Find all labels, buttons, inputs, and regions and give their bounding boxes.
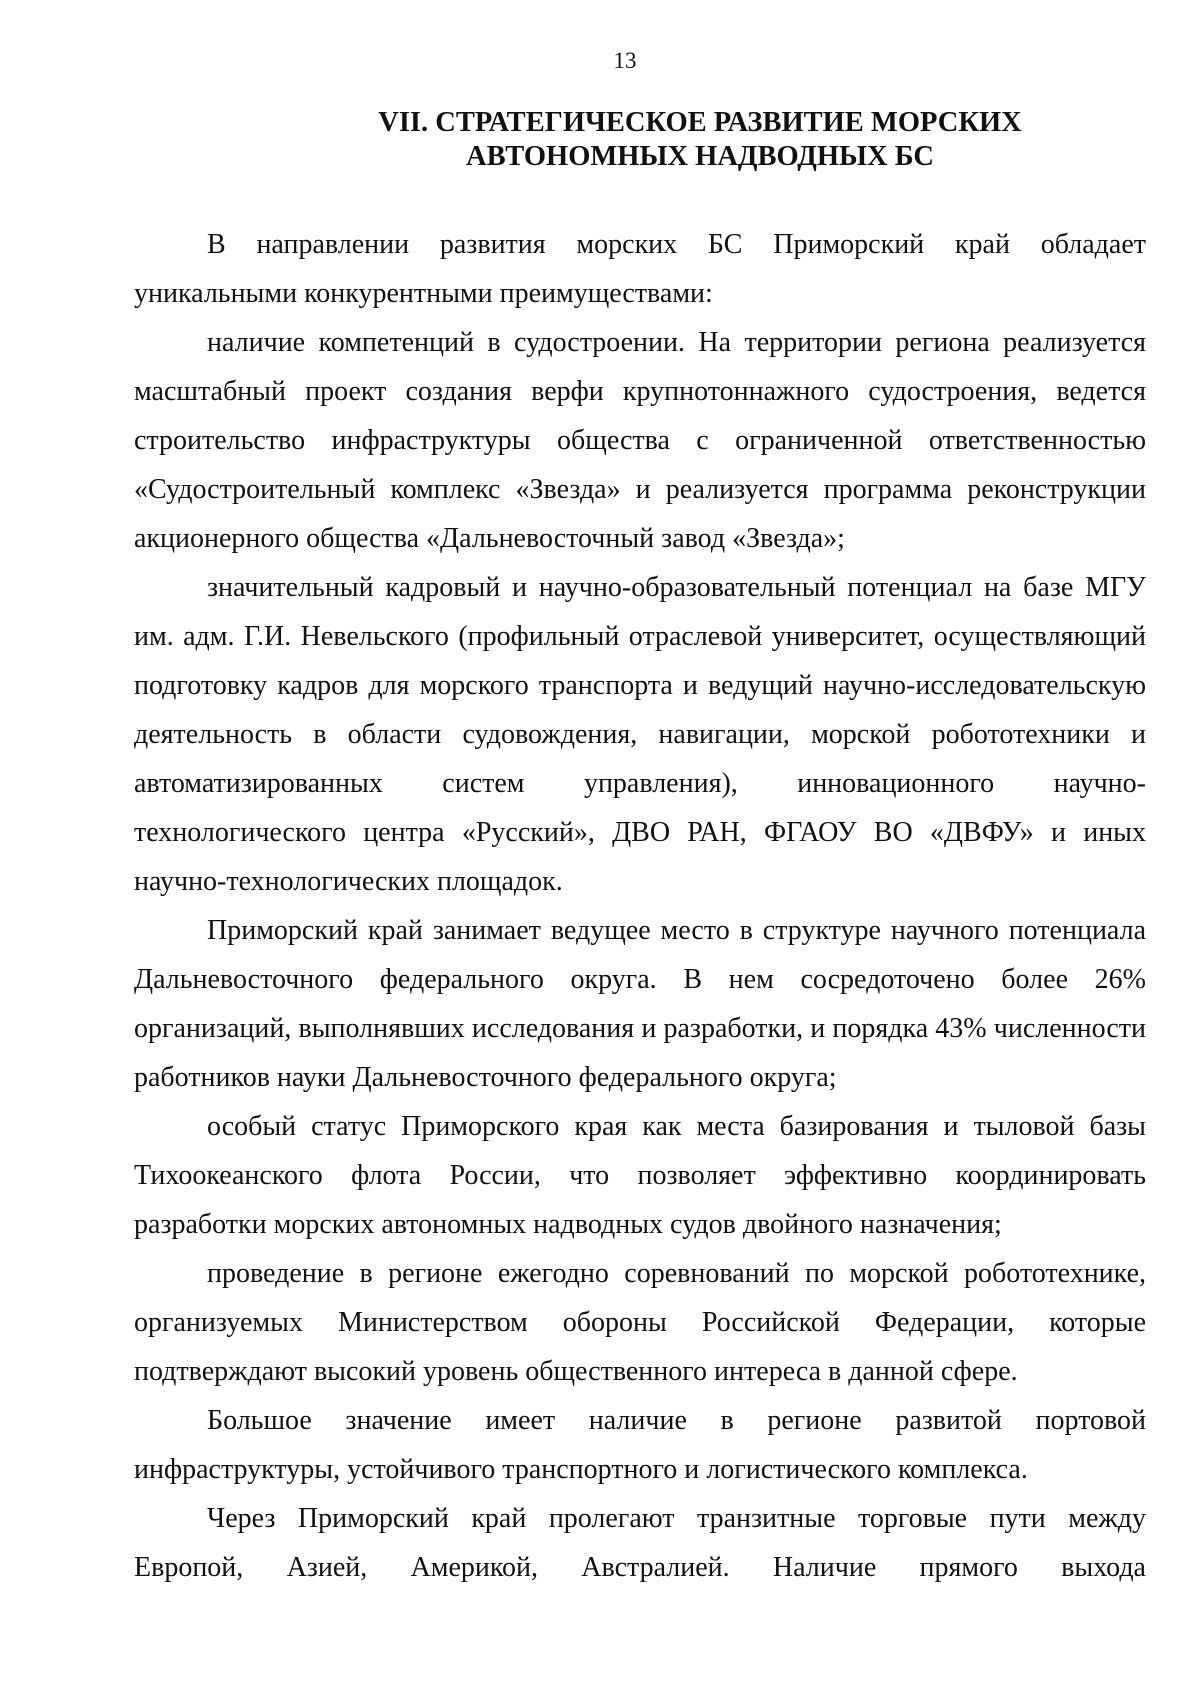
paragraph-personnel: значительный кадровый и научно-образовательный потенциал на базе МГУ им. адм. Г.И. Невельского (профильный отраслевой университет, осуществляющий подготовку кадров для морского транспорта и ведущий научно-исследовательскую деятельность в области судовождения, навигации, морской робототехники и автоматизированных систем управления), инновационного научно-технологического центра «Русский», ДВО РАН, ФГАОУ ВО «ДВФУ» и иных научно-технологических площадок.	[134, 572, 1146, 897]
paragraph-pacific-fleet: особый статус Приморского края как места базирования и тыловой базы Тихоокеанского флота России, что позволяет эффективно координировать разработки морских автономных надводных судов двойного назначения;	[134, 1111, 1146, 1240]
paragraph-science-potential: Приморский край занимает ведущее место в структуре научного потенциала Дальневосточного федерального округа. В нем сосредоточено более 26% организаций, выполнявших исследования и разработки, и порядка 43% численности работников науки Дальневосточного федерального округа;	[134, 915, 1146, 1093]
section-heading-line-2: АВТОНОМНЫХ НАДВОДНЫХ БС	[466, 141, 934, 172]
paragraph-intro: В направлении развития морских БС Приморский край обладает уникальными конкурентными преимуществами:	[134, 229, 1146, 309]
document-body	[134, 220, 1146, 1592]
section-heading	[250, 106, 1150, 174]
paragraph-competitions: проведение в регионе ежегодно соревнований по морской робототехнике, организуемых Министерством обороны Российской Федерации, которые подтверждают высокий уровень общественного интереса в данной сфере.	[134, 1258, 1146, 1387]
paragraph-transit-routes: Через Приморский край пролегают транзитные торговые пути между Европой, Азией, Америкой, Австралией. Наличие прямого выхода	[134, 1503, 1146, 1583]
paragraph-shipbuilding: наличие компетенций в судостроении. На территории региона реализуется масштабный проект создания верфи крупнотоннажного судостроения, ведется строительство инфраструктуры общества с ограниченной ответственностью «Судостроительный комплекс «Звезда» и реализуется программа реконструкции акционерного общества «Дальневосточный завод «Звезда»;	[134, 327, 1146, 554]
paragraph-port-infrastructure: Большое значение имеет наличие в регионе развитой портовой инфраструктуры, устойчивого транспортного и логистического комплекса.	[134, 1405, 1146, 1485]
page-number: 13	[613, 48, 637, 73]
section-heading-line-1: VII. СТРАТЕГИЧЕСКОЕ РАЗВИТИЕ МОРСКИХ	[378, 107, 1022, 138]
